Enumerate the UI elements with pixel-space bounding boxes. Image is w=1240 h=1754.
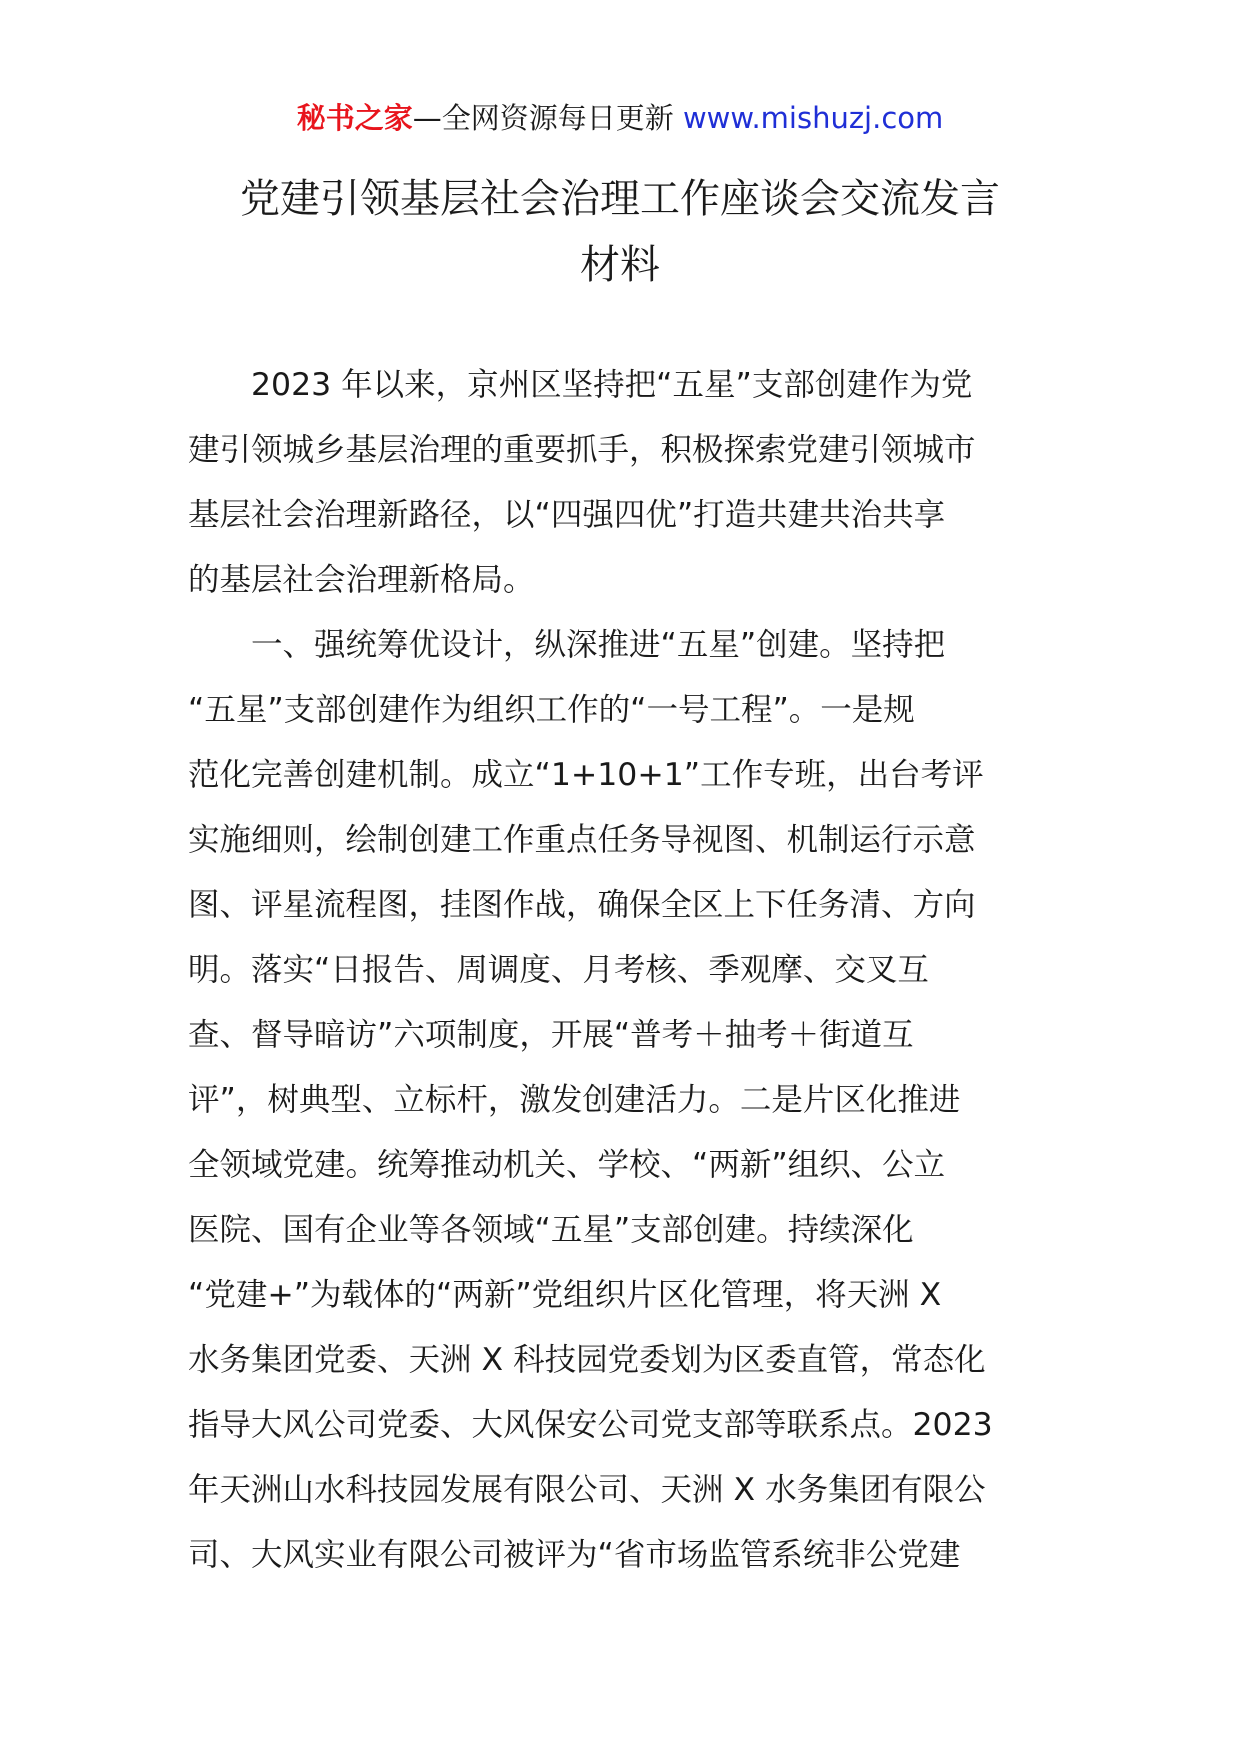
- title-line-2: 材料: [580, 242, 660, 288]
- body-line: “党建+”为载体的“两新”党组织片区化管理，将天洲 X: [188, 1277, 942, 1313]
- body-line: 实施细则，绘制创建工作重点任务导视图、机制运行示意: [188, 822, 976, 858]
- site-header: [0, 98, 1240, 138]
- body-line: 基层社会治理新路径，以“四强四优”打造共建共治共享: [188, 497, 946, 533]
- body-line: 图、评星流程图，挂图作战，确保全区上下任务清、方向: [188, 887, 976, 923]
- body-line: 评”，树典型、立标杆，激发创建活力。二是片区化推进: [188, 1082, 961, 1118]
- body-line: 全领域党建。统筹推动机关、学校、“两新”组织、公立: [188, 1147, 946, 1183]
- body-line: 一、强统筹优设计，纵深推进“五星”创建。坚持把: [251, 627, 946, 663]
- title-line-1: 党建引领基层社会治理工作座谈会交流发言: [240, 176, 1000, 222]
- body-line: 年天洲山水科技园发展有限公司、天洲 X 水务集团有限公: [188, 1472, 986, 1508]
- body-line: 医院、国有企业等各领域“五星”支部创建。持续深化: [188, 1212, 914, 1248]
- body-line: 2023 年以来，京州区坚持把“五星”支部创建作为党: [251, 367, 973, 403]
- body-line: 范化完善创建机制。成立“1+10+1”工作专班，出台考评: [188, 757, 984, 793]
- header-tagline: —全网资源每日更新: [412, 101, 674, 135]
- document-body: [188, 353, 1056, 1588]
- body-line: 明。落实“日报告、周调度、月考核、季观摩、交叉互: [188, 952, 929, 988]
- body-line: 水务集团党委、天洲 X 科技园党委划为区委直管，常态化: [188, 1342, 986, 1378]
- body-line: “五星”支部创建作为组织工作的“一号工程”。一是规: [188, 692, 915, 728]
- body-line: 查、督导暗访”六项制度，开展“普考＋抽考＋街道互: [188, 1017, 914, 1053]
- body-line: 司、大风实业有限公司被评为“省市场监管系统非公党建: [188, 1537, 961, 1573]
- site-url-link[interactable]: www.mishuzj.com: [682, 101, 944, 135]
- document-title: [0, 166, 1240, 298]
- body-line: 指导大风公司党委、大风保安公司党支部等联系点。2023: [188, 1407, 993, 1443]
- body-line: 的基层社会治理新格局。: [188, 562, 535, 598]
- body-line: 建引领城乡基层治理的重要抓手，积极探索党建引领城市: [188, 432, 976, 468]
- brand-name: 秘书之家: [296, 101, 413, 135]
